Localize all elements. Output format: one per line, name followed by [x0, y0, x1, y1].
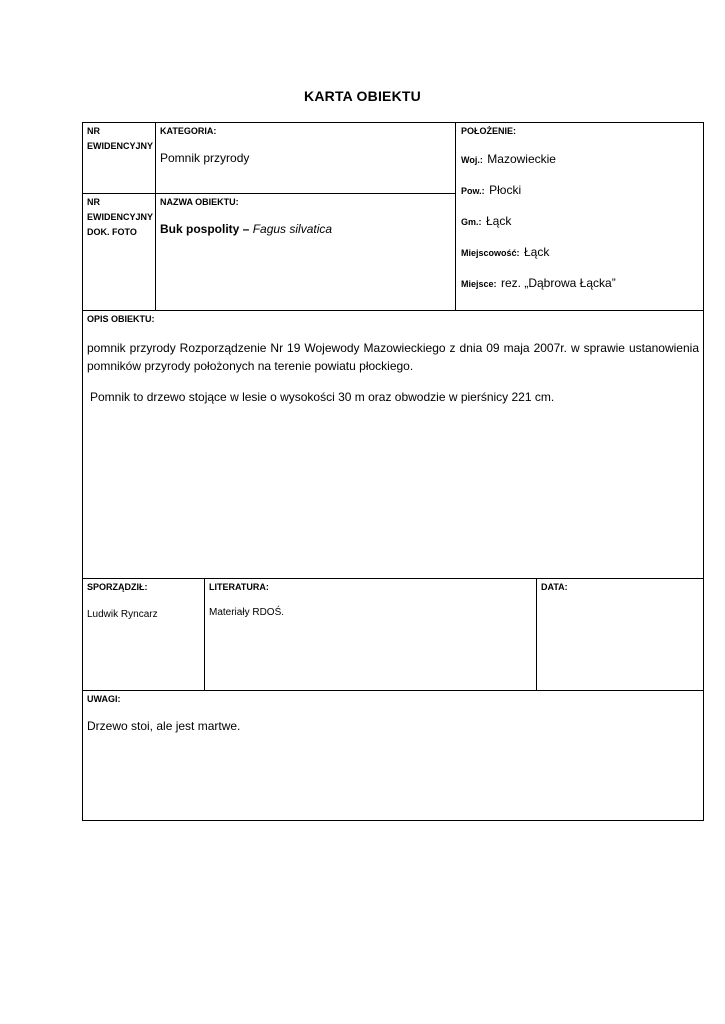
divider-footer-left	[204, 578, 205, 691]
polozenie-label: POŁOŻENIE:	[461, 126, 517, 136]
miejsce-row	[461, 275, 616, 292]
powiat-label: Pow.:	[461, 186, 485, 196]
divider-footer-right	[536, 578, 537, 691]
miejsce-value: rez. „Dąbrowa Łącka”	[500, 276, 616, 290]
miejscowosc-row	[461, 244, 549, 261]
opis-paragraph-2: Pomnik to drzewo stojące w lesie o wysokości 30 m oraz obwodzie w pierśnicy 221 cm.	[90, 390, 555, 404]
divider-top-right	[455, 122, 456, 311]
nr-ewidencyjny-label: NR EWIDENCYJNY	[87, 126, 154, 151]
miejscowosc-label: Miejscowość:	[461, 248, 520, 258]
powiat-row	[461, 182, 521, 199]
wojewodztwo-value: Mazowieckie	[487, 152, 556, 166]
miejscowosc-value: Łąck	[523, 245, 550, 259]
gmina-row	[461, 213, 511, 230]
kategoria-value: Pomnik przyrody	[160, 151, 250, 165]
nazwa-common: Buk pospolity –	[160, 222, 250, 236]
sporzadzil-value: Ludwik Ryncarz	[87, 609, 158, 620]
divider-opis-top	[82, 310, 704, 311]
nr-foto-label: NR EWIDENCYJNY DOK. FOTO	[87, 197, 154, 237]
opis-paragraph-1: pomnik przyrody Rozporządzenie Nr 19 Wojewody Mazowieckiego z dnia 09 maja 2007r. w sprawie ustanowienia pomników przyrody położonych na terenie powiatu płockiego.	[87, 341, 699, 373]
nazwa-value	[160, 222, 332, 237]
powiat-value: Płocki	[489, 183, 522, 197]
wojewodztwo-label: Woj.:	[461, 155, 483, 165]
divider-uwagi-top	[82, 690, 704, 691]
uwagi-label: UWAGI:	[87, 694, 121, 704]
miejsce-label: Miejsce:	[461, 279, 497, 289]
literatura-label: LITERATURA:	[209, 582, 269, 592]
sporzadzil-label: SPORZĄDZIŁ:	[87, 582, 148, 592]
literatura-value: Materiały RDOŚ.	[209, 607, 285, 618]
divider-top-left	[155, 122, 156, 311]
wojewodztwo-row	[461, 151, 556, 168]
kategoria-label: KATEGORIA:	[160, 126, 217, 136]
uwagi-value: Drzewo stoi, ale jest martwe.	[87, 719, 241, 733]
data-label: DATA:	[541, 582, 568, 592]
opis-label: OPIS OBIEKTU:	[87, 314, 155, 324]
page-title: KARTA OBIEKTU	[304, 88, 421, 104]
nazwa-latin: Fagus silvatica	[252, 222, 333, 236]
divider-footer-top	[82, 578, 704, 579]
divider-mid-top	[82, 193, 456, 194]
gmina-value: Łąck	[485, 214, 512, 228]
nazwa-label: NAZWA OBIEKTU:	[160, 197, 239, 207]
gmina-label: Gm.:	[461, 217, 482, 227]
